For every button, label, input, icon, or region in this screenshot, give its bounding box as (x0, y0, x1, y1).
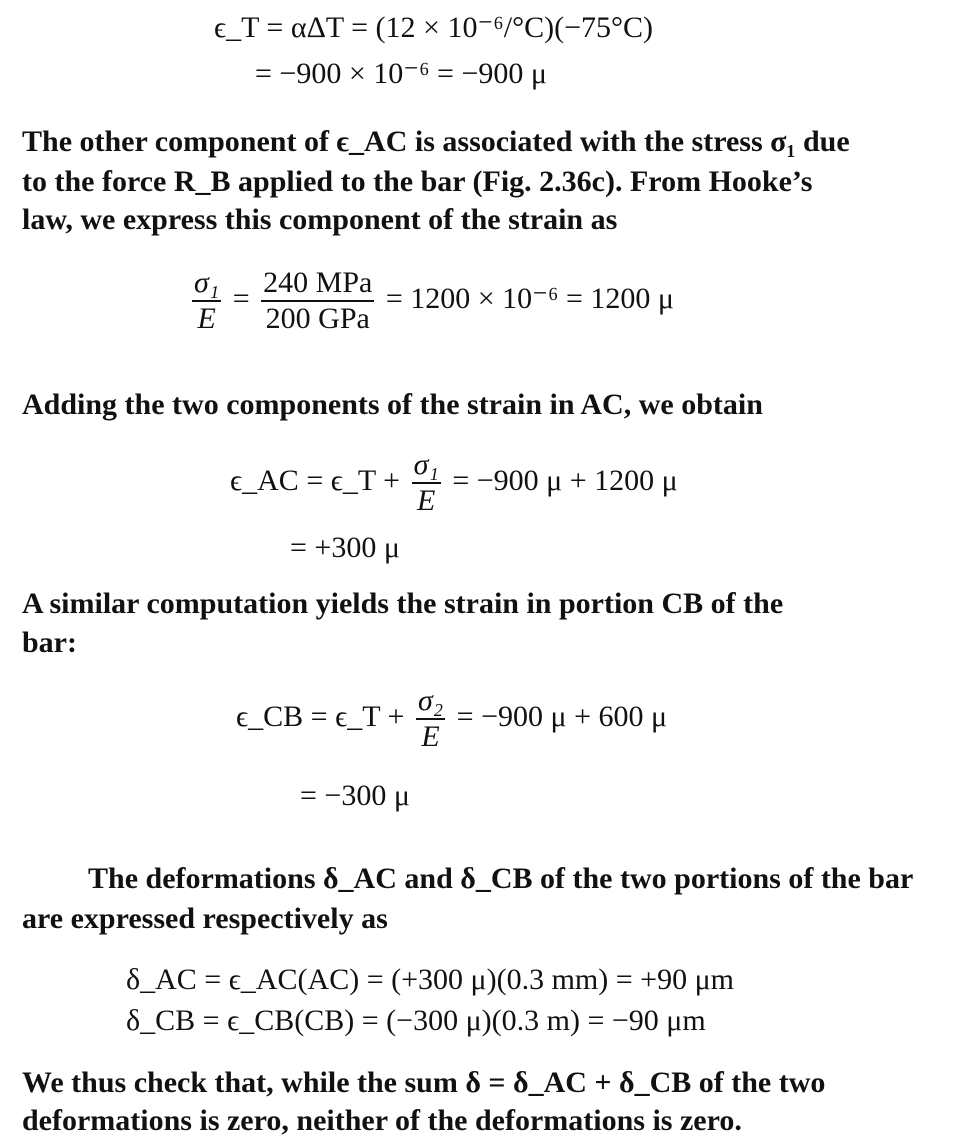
fraction-numerator: σ₂ (416, 684, 445, 720)
fraction-denominator: E (197, 302, 216, 335)
equation-line: = −900 × 10⁻⁶ = −900 μ (255, 57, 547, 90)
equation-line: = −300 μ (300, 779, 410, 812)
equation-line: δ_CB = ϵ_CB(CB) = (−300 μ)(0.3 m) = −90 μm (126, 1004, 706, 1037)
equation-rest: = 1200 × 10⁻⁶ = 1200 μ (385, 281, 674, 315)
fraction-sigma1-over-e (412, 448, 441, 518)
equation-deformation-ac (126, 962, 734, 998)
equation-strain-ac-result (290, 530, 400, 566)
paragraph-line: bar: (22, 626, 77, 659)
equation-rest: = −900 μ + 600 μ (456, 699, 668, 733)
fraction-sigma2-over-e (416, 684, 445, 754)
fraction-denominator: E (417, 484, 436, 517)
equals-sign: = (232, 281, 250, 315)
fraction-denominator: 200 GPa (265, 302, 370, 335)
equation-lhs: ϵ_CB = ϵ_T + (236, 699, 405, 733)
paragraph-line: The deformations δ_AC and δ_CB of the two portions of the bar (88, 862, 914, 895)
equation-line: ϵ_T = αΔT = (12 × 10⁻⁶/°C)(−75°C) (214, 11, 653, 44)
paragraph-line: to the force R_B applied to the bar (Fig. 2.36c). From Hooke’s (22, 165, 813, 198)
equation-line: δ_AC = ϵ_AC(AC) = (+300 μ)(0.3 mm) = +90 μm (126, 963, 735, 996)
equation-strain-ac (230, 448, 678, 518)
paragraph-line: The other component of ϵ_AC is associated with the stress σ₁ due (22, 125, 850, 158)
equation-thermal-strain-result (255, 56, 547, 92)
fraction-numerator: 240 MPa (261, 266, 374, 302)
fraction-numerator: σ₁ (192, 266, 221, 302)
fraction-stress-over-modulus (261, 266, 374, 336)
equation-line: = +300 μ (290, 531, 400, 564)
fraction-numerator: σ₁ (412, 448, 441, 484)
paragraph-line: A similar computation yields the strain in portion CB of the (22, 587, 784, 620)
equation-hookes-law (188, 266, 674, 336)
fraction-sigma-over-e (192, 266, 221, 336)
equation-lhs: ϵ_AC = ϵ_T + (230, 463, 401, 497)
paragraph-line: law, we express this component of the strain as (22, 203, 618, 236)
paragraph-line: deformations is zero, neither of the deformations is zero. (22, 1104, 742, 1137)
equation-rest: = −900 μ + 1200 μ (452, 463, 678, 497)
equation-strain-cb (236, 684, 667, 754)
fraction-denominator: E (421, 720, 440, 753)
paragraph-line: are expressed respectively as (22, 902, 388, 935)
equation-deformation-cb (126, 1003, 706, 1039)
paragraph-line: Adding the two components of the strain in AC, we obtain (22, 388, 763, 421)
equation-thermal-strain (214, 10, 653, 46)
paragraph-line: We thus check that, while the sum δ = δ_AC + δ_CB of the two (22, 1066, 826, 1099)
equation-strain-cb-result (300, 778, 410, 814)
